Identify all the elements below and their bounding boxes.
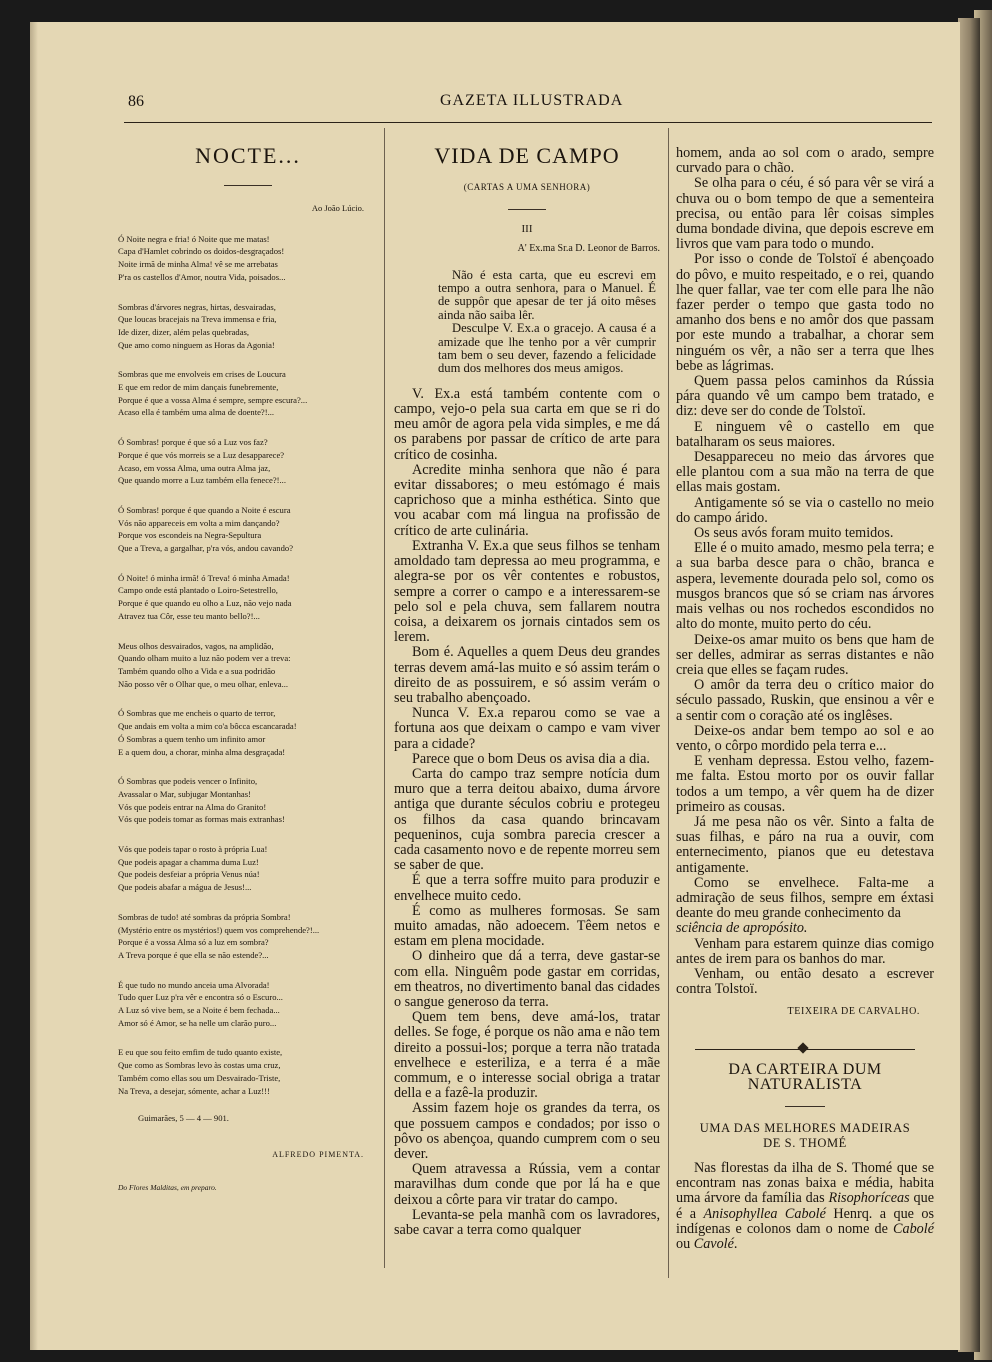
article-paragraph: Venham para estarem quinze dias comigo antes de irem para os banhos do mar. (676, 935, 934, 967)
poem-line: Acaso, em vossa Alma, uma outra Alma jaz, (118, 462, 271, 473)
poem-line: Acaso ella é também uma alma de doente?!... (118, 407, 275, 418)
article-paragraph: Bom é. Aquelles a quem Deus deu grandes terras devem amá-las muito e só assim terám o direito de as possuirem, e só assim verám o seu trabalho abençoado. (394, 644, 660, 706)
poem-stanza (118, 572, 378, 623)
article-paragraph: E ninguem vê o castello em que batalharam os seus maiores. (676, 418, 934, 450)
poem-line: Que quando morre a Luz também ella fenece?!... (118, 475, 286, 486)
section-ornament (695, 1044, 915, 1056)
poem-line: É que tudo no mundo anceia uma Alvorada! (118, 979, 270, 990)
poem-line: Ó Noite negra e fria! ó Noite que me matas! (118, 233, 270, 244)
article-paragraph: E venham depressa. Estou velho, fazem-me falta. Estou morto por os ouvir fallar todos a um tempo, a vêr quem ha de dizer primeiro as cousas. (676, 753, 934, 815)
poem-line: Que podeis desfeiar a própria Venus núa! (118, 869, 260, 880)
poem-line: Porque vos escondeis na Negra-Sepultura (118, 530, 262, 541)
article-paragraph: Quem tem bens, deve amá-los, tratar delles. Se foge, é porque os não ama e não tem direito a possui-los; porque a terra não tratada envelhece e esteriliza, e a terra é a mãe commum, e o interesse social obriga a tratar della e a fazê-la produzir. (394, 1009, 660, 1102)
poem-line: Não posso vêr o Olhar que, o meu olhar, enleva... (118, 678, 289, 689)
naturalist-paragraph: Nas florestas da ilha de S. Thomé que se encontram nas zonas baixa e média, habita uma árvore da família das Risophoríceas que é a Anisophyllea Cabolé Henrq. a que os indígenas e colonos dam o nome de Cabolé ou Cavolé. (676, 1159, 934, 1252)
article-title: VIDA DE CAMPO (434, 143, 620, 168)
poem-line: Sombras d'árvores negras, hirtas, desvairadas, (118, 301, 276, 312)
poem-line: Ó Sombras que podeis vencer o Infinito, (118, 776, 258, 787)
poem-stanza (118, 640, 378, 691)
naturalist-body (676, 1161, 934, 1252)
poem-line: Atravez tua Côr, esse teu manto bello?!... (118, 610, 260, 621)
poem-line: Ide dizer, dizer, além pelas quebradas, (118, 326, 250, 337)
section-subtitle-line-1: UMA DAS MELHORES MADEIRAS (699, 1120, 911, 1135)
poem-column (118, 140, 378, 1194)
section-title-rule (785, 1106, 825, 1107)
family-name: Risophoríceas (828, 1190, 910, 1207)
poem-line: Quando olham muito a luz não podem ver a treva: (118, 653, 291, 664)
poem-author: ALFREDO PIMENTA. (272, 1149, 364, 1159)
article-paragraph: Quem passa pelos caminhos da Rússia pára quando vê um campo bem tratado, e diz: deve ser do conde de Tolstoï. (676, 373, 934, 420)
poem-title-rule (224, 185, 272, 186)
article-paragraph: Acredite minha senhora que não é para evitar dissabores; o meu estómago é mais caprichoso que a minha esthética. Sinto que vou acabar com má lingua na profissão de crítico de arte culinária. (394, 461, 660, 539)
poem-line: Porque é que quando eu olho a Luz, não vejo nada (118, 598, 292, 609)
article-title-rule (508, 209, 546, 210)
poem-line: Que a Treva, a gargalhar, p'ra vós, andou cavando? (118, 543, 294, 554)
poem-line: Vós não appareceis em volta a mim dançando? (118, 517, 280, 528)
poem-line: (Mystério entre os mystérios!) quem vos comprehende?!... (118, 924, 320, 935)
poem-line: Ó Noite! ó minha irmã! ó Treva! ó minha Amada! (118, 572, 290, 583)
poem-line: Capa d'Hamlet cobrindo os doidos-desgraçados! (118, 246, 285, 257)
poem-line: A Luz só vive bem, se a Noite é bem fechada... (118, 1005, 280, 1016)
poem-line: Meus olhos desvairados, vagos, na amplidão, (118, 640, 274, 651)
common-name-2: Cavolé (693, 1236, 734, 1252)
poem-line: Porque é a vossa Alma só a luz em sombra? (118, 937, 269, 948)
poem-line: P'ra os castellos d'Amor, noutra Vida, poisados... (118, 271, 286, 282)
article-paragraph: sciência de apropósito. (676, 920, 808, 937)
poem-line: Também quando olho a Vida e a sua podridão (118, 665, 276, 676)
column-divider-2 (668, 128, 669, 1278)
poem-stanza (118, 843, 378, 894)
poem-stanza (118, 775, 378, 826)
article-paragraph: Carta do campo traz sempre notícia dum muro que a terra deitou abaixo, duma árvore antiga que durante séculos cobriu e protegeu os filhos da casa quando brincavam pequeninos, cuja sombra parecia crescer a cada casamento novo e de repente morreu sem se saber de que. (394, 765, 660, 874)
article-greeting: A' Ex.ma Sr.a D. Leonor de Barros. (517, 243, 660, 255)
poem-line: Também como ellas sou um Desvairado-Triste, (118, 1072, 281, 1083)
article-paragraph: O amôr da terra deu o crítico maior do século passado, Ruskin, que ensinou a vêr e a sentir com o coração até os inglêses. (676, 677, 934, 724)
poem-line: A Treva porque é que ella se não estende?... (118, 949, 269, 960)
article-paragraph: Extranha V. Ex.a que seus filhos se tenham amoldado tam depressa ao meu programma, e alegra-se por os vêr contentes e robustos, sempre a correr o campo e a interessarem-se pelo sol e pela chuva, sem fallarem noutra coisa, a deixarem os jornais cintados sem os lerem. (394, 537, 660, 646)
article-paragraph: É como as mulheres formosas. Se sam muito amadas, não adoecem. Têem netos e estam em plena mocidade. (394, 902, 660, 950)
poem-line: Tudo quer Luz p'ra vêr e encontra só o Escuro... (118, 992, 283, 1003)
column-divider-1 (384, 128, 385, 1268)
poem-stanza (118, 979, 378, 1030)
section-title: DA CARTEIRA DUM NATURALISTA (728, 1060, 882, 1093)
poem-line: E a quem dou, a chorar, minha alma desgraçada! (118, 746, 286, 757)
article-intro (438, 269, 656, 376)
poem-place-date: Guimarães, 5 — 4 — 901. (138, 1113, 229, 1124)
poem-line: Noite irmã de minha Alma! vê se me arrebatas (118, 259, 278, 270)
poem-footnote: Do Flores Malditas, em preparo. (118, 1182, 217, 1192)
article-paragraph: Já me pesa não os vêr. Sinto a falta de suas filhas, e páro na rua a ouvir, com enternecimento, pianos que eu detestava antigamente. (676, 813, 934, 876)
poem-line: Ó Sombras que me encheis o quarto de terror, (118, 708, 276, 719)
poem-line: Na Treva, a desejar, sómente, achar a Luz!!! (118, 1085, 270, 1096)
article-signature: TEIXEIRA DE CARVALHO. (787, 1006, 920, 1018)
article-paragraph: Venham, ou então desato a escrever contra Tolstoï. (676, 965, 934, 998)
article-paragraph: Quem atravessa a Rússia, vem a contar maravilhas dum conde que por lá ha e que deixou a côrte para vir tratar do campo. (394, 1161, 660, 1208)
poem-line: Sombras de tudo! até sombras da própria Sombra! (118, 911, 291, 922)
poem-line: Que podeis apagar a chamma duma Luz! (118, 856, 259, 867)
article-paragraph: Desappareceu no meio das árvores que elle plantou com a sua mão na terra de que ellas mais gostam. (676, 449, 934, 496)
poem-line: Porque é que vós morreis se a Luz desapparece? (118, 449, 285, 460)
poem-stanza (118, 504, 378, 555)
poem-stanza (118, 1046, 378, 1097)
page-edge (958, 18, 980, 1352)
page-number: 86 (128, 93, 144, 110)
article-body (394, 387, 660, 1238)
poem-line: Ó Sombras! porque é que quando a Noite é escura (118, 504, 291, 515)
section-subtitle-line-2: DE S. THOMÉ (763, 1135, 847, 1150)
section-subtitle (676, 1121, 934, 1151)
poem-line: Que loucas bracejais na Treva immensa e fria, (118, 314, 277, 325)
article-paragraph: Como se envelhece. Falta-me a admiração de seus filhos, sempre em éxtasi deante do meu grande conhecimento da (676, 874, 934, 922)
poem-line: E eu que sou feito emfim de tudo quanto existe, (118, 1047, 283, 1058)
poem-line: E que em redor de mim dançais funebremente, (118, 382, 279, 393)
article-paragraph: homem, anda ao sol com o arado, sempre curvado para o chão. (676, 145, 934, 177)
poem-line: Que amo como ninguem as Horas da Agonia! (118, 339, 275, 350)
article-paragraph: Por isso o conde de Tolstoï é abençoado do pôvo, e muito respeitado, e o rei, quando lhe quer fallar, vae ter com elle para lhe não fazer perder o tempo que gasta todo no amanho dos bens e no amôr dos que passam por este mundo a trabalhar, a chorar sem ninguém os vêr, a não ser a terra que lhes bebe as lágrimas. (676, 251, 934, 374)
poem-line: Vós que podeis tapar o rosto à própria Lua! (118, 844, 268, 855)
continuation-column (676, 146, 934, 1252)
poem-line: Sombras que me envolveis em crises de Loucura (118, 369, 286, 380)
article-paragraph: V. Ex.a está também contente com o campo, vejo-o pela sua carta em que se ri do meu amôr de agora pela vida simples, e me dá os parabens por passar de crítico de arte para crítico de cosinha. (394, 385, 660, 463)
page-binding-shadow (30, 22, 38, 1350)
common-name-1: Cabolé (893, 1220, 934, 1237)
article-paragraph: Deixe-os andar bem tempo ao sol e ao vento, o côrpo mordido pela terra e... (676, 722, 934, 754)
poem-line: Vós que podeis tomar as formas mais extranhas! (118, 814, 285, 825)
header-rule (124, 122, 932, 123)
species-name: Anisophyllea Cabolé (703, 1205, 826, 1222)
article-paragraph: O dinheiro que dá a terra, deve gastar-se com ella. Ninguêm pode gastar em corridas, em theatros, no divertimento banal das cidades o sangue generoso da terra. (394, 948, 660, 1010)
article-column (394, 140, 660, 1238)
poem-line: Que andais em volta a mim co'a bôcca escancarada! (118, 721, 297, 732)
article-paragraph: Parece que o bom Deus os avisa dia a dia. (412, 750, 650, 767)
article-subtitle: (CARTAS A UMA SENHORA) (463, 182, 591, 192)
article-paragraph: Deixe-os amar muito os bens que ham de ser delles, admirar as serras distantes e não creia que elles se façam rudes. (676, 631, 934, 678)
article-body-continued (676, 146, 934, 997)
poem-stanza (118, 233, 378, 284)
article-paragraph: Assim fazem hoje os grandes da terra, os que possuem campos e condados; por isso o pôvo os abençoa, quando cumprem com o seu dever. (394, 1100, 660, 1163)
poem-line: Ó Sombras a quem tenho um infinito amor (118, 733, 266, 744)
poem-stanzas (118, 233, 378, 1098)
poem-line: Vós que podeis entrar na Alma do Granito! (118, 801, 267, 812)
poem-stanza (118, 911, 378, 962)
poem-stanza (118, 707, 378, 758)
masthead: GAZETA ILLUSTRADA (440, 92, 624, 109)
poem-line: Que como as Sombras levo às costas uma cruz, (118, 1060, 281, 1071)
article-paragraph: Antigamente só se via o castello no meio do campo árido. (676, 494, 934, 526)
poem-line: Ó Sombras! porque é que só a Luz vos faz? (118, 437, 268, 448)
poem-stanza (118, 301, 378, 352)
poem-line: Avassalar o Mar, subjugar Montanhas! (118, 788, 251, 799)
poem-line: Que podeis abafar a mágua de Jesus!... (118, 882, 252, 893)
poem-stanza (118, 368, 378, 419)
article-number: III (521, 223, 533, 236)
poem-title: NOCTE... (195, 143, 301, 168)
poem-stanza (118, 436, 378, 487)
article-paragraph: Elle é o muito amado, mesmo pela terra; e a sua barba desce para o chão, branca e aspera, levemente dourada pelo sol, como os musgos brancos que só se criam nas árvores mais velhas ou nos rochedos escondidos no alto do monte, muito perto do céu. (676, 540, 934, 633)
article-paragraph: É que a terra soffre muito para produzir e envelhece muito cedo. (394, 872, 660, 904)
article-paragraph: Levanta-se pela manhã com os lavradores, sabe cavar a terra como qualquer (394, 1206, 660, 1239)
poem-dedication: Ao João Lúcio. (311, 203, 364, 213)
poem-line: Campo onde está plantado o Loiro-Setestrello, (118, 585, 278, 596)
intro-paragraph: Desculpe V. Ex.a o gracejo. A causa é a amizade que lhe tenho por a vêr cumprir tam bem o seu dever, fazendo a felicidade dum dos melhores dos meus amigos. (438, 321, 656, 376)
poem-line: Porque é que a vossa Alma é sempre, sempre escura?... (118, 394, 308, 405)
article-paragraph: Os seus avós foram muito temidos. (694, 525, 894, 542)
intro-paragraph: Não é esta carta, que eu escrevi em tempo a outra senhora, para o Manuel. É de suppôr que apesar de ter já oito mêses ainda não saiba lêr. (438, 267, 656, 322)
article-paragraph: Nunca V. Ex.a reparou como se vae a fortuna aos que deixam o campo e vam viver para a cidade? (394, 705, 660, 752)
poem-line: Amor só é Amor, se ha nelle um clarão puro... (118, 1017, 277, 1028)
article-paragraph: Se olha para o céu, é só para vêr se virá a chuva ou o bom tempo de que a sementeira precisa, ou então para lêr coisas simples duma bondade divina, que depois escreve em livros que vam para todo o mundo. (676, 175, 934, 253)
